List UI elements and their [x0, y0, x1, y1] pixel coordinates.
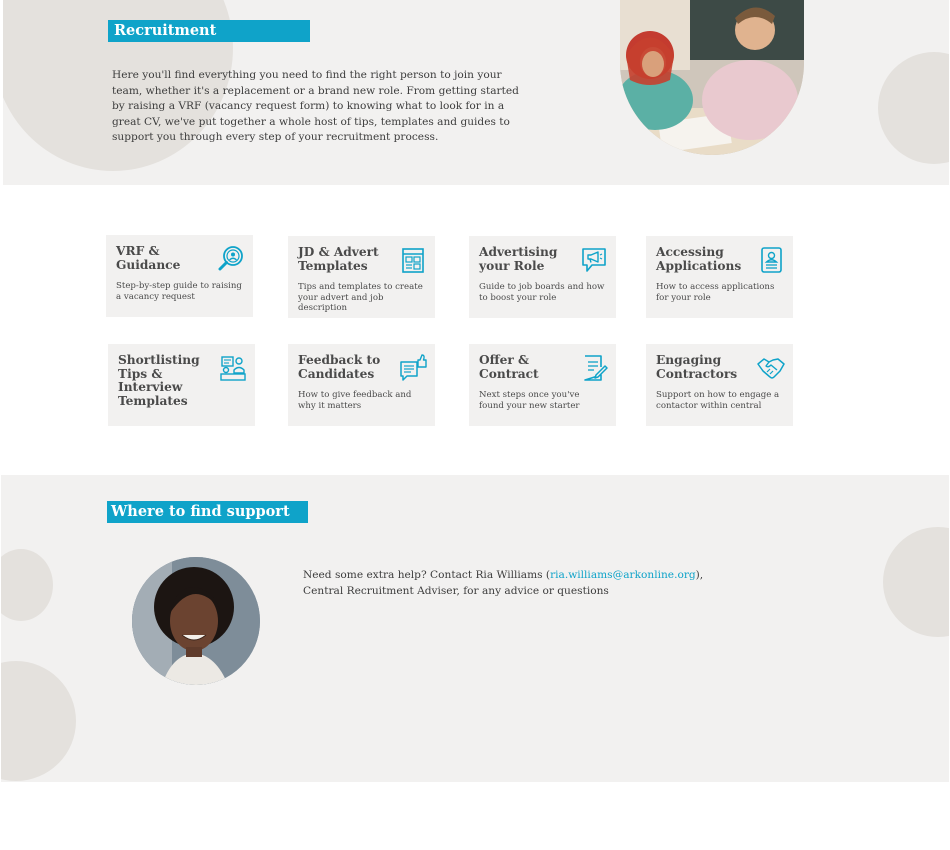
- card-title: Engaging Contractors: [656, 353, 738, 381]
- magnifier-person-icon: [217, 245, 245, 273]
- decorative-circle: [878, 52, 949, 164]
- page-title: Recruitment: [108, 20, 310, 42]
- card-offer-contract[interactable]: [469, 344, 616, 426]
- handshake-icon: [757, 354, 785, 382]
- card-advertising-your-role[interactable]: [469, 236, 616, 318]
- card-engaging-contractors[interactable]: [646, 344, 793, 426]
- decorative-circle: [883, 527, 949, 637]
- card-title: Accessing Applications: [656, 245, 742, 273]
- card-description: Tips and templates to create your advert and job description: [298, 282, 423, 314]
- intro-paragraph: Here you'll find everything you need to find the right person to join your team, whether it's a replacement or a brand new role. From getting started by raising a VRF (vacancy request form) to knowing what to look for in a great CV, we've put together a whole host of tips, templates and guides to support you through every step of your recruitment process.: [112, 69, 519, 144]
- card-description: Next steps once you've found your new starter: [479, 390, 580, 411]
- interview-icon: [219, 354, 247, 382]
- card-title: Advertising your Role: [479, 245, 558, 273]
- card-shortlisting-interview[interactable]: [108, 344, 255, 426]
- card-vrf-guidance[interactable]: [106, 235, 253, 317]
- feedback-thumbs-up-icon: [399, 354, 427, 382]
- card-description: How to give feedback and why it matters: [298, 390, 412, 411]
- document-template-icon: [399, 246, 427, 274]
- megaphone-icon: [580, 246, 608, 274]
- support-text-after: ), Central Recruitment Adviser, for any advice or questions: [303, 569, 704, 597]
- decorative-circle: [1, 549, 53, 621]
- card-title: Shortlisting Tips & Interview Templates: [118, 353, 200, 408]
- ria-williams-photo: [132, 557, 260, 685]
- card-description: Step-by-step guide to raising a vacancy request: [116, 281, 242, 302]
- card-title: VRF & Guidance: [116, 244, 181, 272]
- card-title: JD & Advert Templates: [298, 245, 379, 273]
- card-title: Feedback to Candidates: [298, 353, 381, 381]
- card-description: Support on how to engage a contactor within central: [656, 390, 780, 411]
- card-accessing-applications[interactable]: [646, 236, 793, 318]
- card-description: How to access applications for your role: [656, 282, 775, 303]
- contract-pen-icon: [580, 354, 608, 382]
- card-jd-advert-templates[interactable]: [288, 236, 435, 318]
- support-heading: Where to find support: [107, 501, 308, 523]
- decorative-circle: [1, 661, 76, 781]
- id-badge-icon: [757, 246, 785, 274]
- contact-avatar: [132, 557, 260, 685]
- card-description: Guide to job boards and how to boost your role: [479, 282, 605, 303]
- card-title: Offer & Contract: [479, 353, 539, 381]
- support-message: [303, 567, 743, 599]
- card-feedback-to-candidates[interactable]: [288, 344, 435, 426]
- support-text-before: Need some extra help? Contact Ria Williams (: [303, 569, 551, 581]
- contact-email-link[interactable]: ria.williams@arkonline.org: [550, 569, 696, 581]
